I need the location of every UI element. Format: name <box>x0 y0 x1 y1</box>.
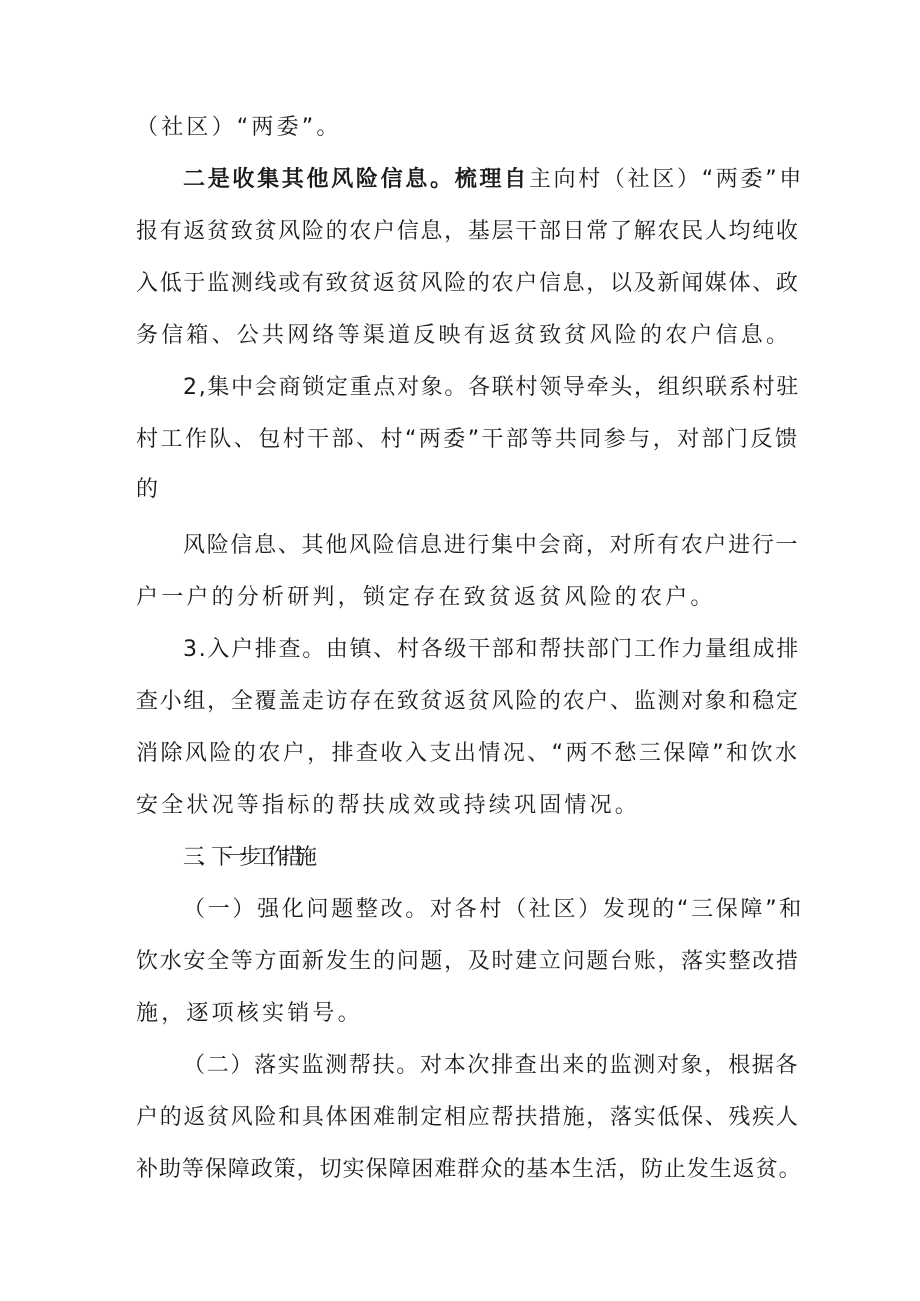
paragraph-line: 补助等保障政策，切实保障困难群众的基本生活，防止发生返贫。 <box>136 1157 802 1182</box>
paragraph-line: 务信箱、公共网络等渠道反映有返贫致贫风险的农户信息。 <box>136 323 792 348</box>
paragraph-line: 入低于监测线或有致贫返贫风险的农户信息，以及新闻媒体、政 <box>136 271 800 296</box>
paragraph-line: 消除风险的农户，排查收入支出情况、“两不愁三保障”和饮水 <box>136 741 800 766</box>
section-heading: 三、下一步工作措施 <box>183 845 310 870</box>
paragraph-line: 饮水安全等方面新发生的问题，及时建立问题台账，落实整改措 <box>136 949 800 974</box>
paragraph-line: （一）强化问题整改。对各村（社区）发现的“三保障”和 <box>183 897 804 922</box>
paragraph-line: （社区）“两委”。 <box>136 115 342 140</box>
paragraph-line <box>183 164 805 196</box>
bold-lead-text: 二是收集其他风险信息。梳理自 <box>183 167 529 192</box>
paragraph-line: 报有返贫致贫风险的农户信息，基层干部日常了解农民人均纯收 <box>136 219 800 244</box>
paragraph-line: 2,集中会商锁定重点对象。各联村领导牵头，组织联系村驻 <box>183 375 800 400</box>
paragraph-line: 的 <box>136 477 162 502</box>
paragraph-line: 安全状况等指标的帮扶成效或持续巩固情况。 <box>136 793 641 818</box>
paragraph-line: 施，逐项核实销号。 <box>136 1001 363 1026</box>
paragraph-line: 户一户的分析研判，锁定存在致贫返贫风险的农户。 <box>136 585 716 610</box>
paragraph-text: 主向村（社区）“两委”申 <box>528 167 805 192</box>
paragraph-line: 风险信息、其他风险信息进行集中会商，对所有农户进行一 <box>183 533 800 558</box>
paragraph-line: 3.入户排查。由镇、村各级干部和帮扶部门工作力量组成排 <box>183 637 800 662</box>
paragraph-line: 村工作队、包村干部、村“两委”干部等共同参与，对部门反馈 <box>136 427 800 452</box>
paragraph-line: （二）落实监测帮扶。对本次排查出来的监测对象，根据各 <box>183 1053 800 1078</box>
paragraph-line: 户的返贫风险和具体困难制定相应帮扶措施，落实低保、残疾人 <box>136 1105 800 1130</box>
paragraph-line: 查小组，全覆盖走访存在致贫返贫风险的农户、监测对象和稳定 <box>136 689 800 714</box>
